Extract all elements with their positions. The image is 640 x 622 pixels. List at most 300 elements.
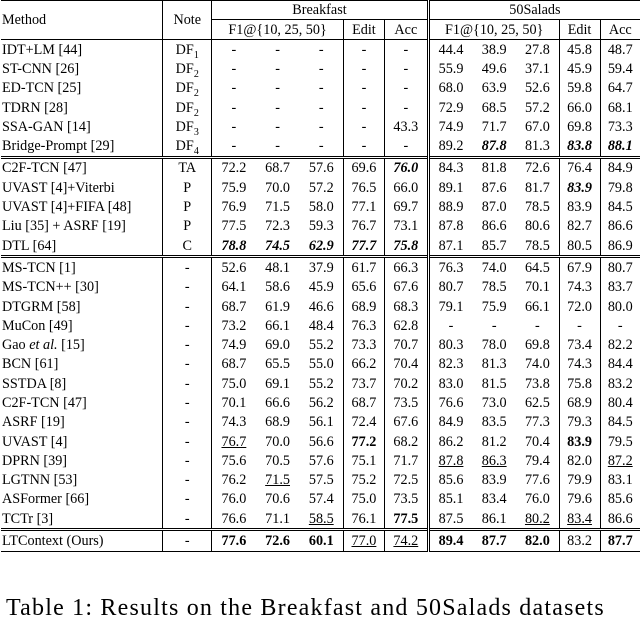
breakfast-cell: 57.6 [300, 157, 344, 178]
salads-cell: 27.8 [516, 40, 559, 60]
note-cell: - [163, 393, 212, 412]
breakfast-cell: 74.2 [384, 530, 428, 551]
breakfast-cell: 56.6 [308, 433, 334, 450]
note-cell: - [163, 335, 212, 354]
breakfast-cell: 71.5 [265, 472, 290, 489]
salads-cell: - [559, 316, 600, 335]
table-row [1, 374, 640, 393]
method-cell: ASFormer [66] [2, 491, 90, 508]
breakfast-cell: 75.6 [212, 451, 256, 470]
breakfast-cell: 75.8 [384, 236, 428, 257]
note-cell: - [163, 451, 212, 470]
method-cell: C2F-TCN [47] [1, 157, 163, 178]
table-row [1, 197, 640, 216]
breakfast-cell: 66.6 [265, 394, 290, 411]
salads-cell: 87.5 [428, 509, 472, 530]
breakfast-cell: - [275, 80, 280, 97]
header-50salads: 50Salads [428, 1, 640, 20]
breakfast-cell: - [343, 136, 384, 157]
method-cell: MuCon [49] [2, 317, 73, 334]
table-row [1, 530, 640, 551]
table-row [1, 157, 640, 178]
salads-cell: 74.0 [472, 257, 516, 278]
method-cell: C2F-TCN [47] [2, 394, 87, 411]
salads-cell: 80.6 [524, 218, 550, 235]
breakfast-cell: 70.0 [265, 179, 290, 196]
salads-cell: 68.1 [600, 98, 640, 117]
table-row [1, 178, 640, 197]
table-row [1, 79, 640, 98]
salads-cell: 74.3 [559, 355, 600, 374]
note-cell: $DF_1$ [163, 40, 212, 60]
breakfast-cell: 77.5 [384, 509, 428, 530]
breakfast-cell: 48.4 [308, 317, 334, 334]
salads-cell: 86.6 [481, 218, 507, 235]
salads-cell: 85.7 [481, 237, 507, 254]
salads-cell: 79.5 [600, 432, 640, 451]
method-cell: ST-CNN [26] [2, 60, 80, 77]
breakfast-cell: - [318, 60, 324, 77]
salads-cell: 69.8 [524, 337, 550, 354]
breakfast-cell: - [318, 99, 324, 116]
note-cell: TA [163, 157, 212, 178]
breakfast-cell: 78.8 [212, 236, 256, 257]
breakfast-cell: 77.7 [343, 236, 384, 257]
breakfast-cell: 72.6 [256, 530, 300, 551]
breakfast-cell: 70.1 [212, 393, 256, 412]
salads-cell: 83.9 [559, 432, 600, 451]
method-cell: TDRN [28] [2, 99, 68, 116]
table-row [1, 257, 640, 278]
breakfast-cell: 75.2 [343, 471, 384, 490]
salads-cell: 59.4 [600, 59, 640, 78]
salads-cell: 80.4 [600, 393, 640, 412]
note-cell: - [163, 278, 212, 297]
breakfast-cell: 61.9 [265, 298, 290, 315]
breakfast-cell: 72.2 [212, 157, 256, 178]
salads-cell: 87.6 [481, 179, 507, 196]
salads-cell: 37.1 [524, 60, 550, 77]
breakfast-cell: 75.1 [343, 451, 384, 470]
breakfast-cell: - [343, 40, 384, 60]
salads-cell: 59.8 [559, 79, 600, 98]
method-cell: ED-TCN [25] [2, 80, 82, 97]
method-cell: IDT+LM [44] [1, 40, 163, 60]
breakfast-cell: - [343, 98, 384, 117]
salads-cell: 63.9 [481, 80, 507, 97]
breakfast-cell: 68.2 [384, 432, 428, 451]
salads-cell: 66.0 [559, 98, 600, 117]
breakfast-cell: - [318, 118, 324, 135]
breakfast-cell: 76.1 [343, 509, 384, 530]
breakfast-cell: 46.6 [308, 298, 334, 315]
breakfast-cell: 67.6 [384, 278, 428, 297]
salads-cell: 55.9 [428, 59, 472, 78]
salads-cell: 80.5 [559, 236, 600, 257]
breakfast-cell: 64.1 [212, 278, 256, 297]
salads-cell: 77.6 [524, 472, 550, 489]
breakfast-cell: - [384, 59, 428, 78]
salads-cell: 80.3 [428, 335, 472, 354]
salads-cell: 80.2 [524, 510, 550, 527]
note-cell: $DF_2$ [163, 59, 212, 78]
salads-cell: 66.1 [524, 298, 550, 315]
salads-cell: 79.6 [559, 490, 600, 509]
breakfast-cell: 76.0 [384, 157, 428, 178]
salads-cell: 79.3 [559, 413, 600, 432]
salads-cell: 83.1 [600, 471, 640, 490]
salads-cell: 83.5 [481, 414, 507, 431]
header-50salads-edit: Edit [559, 20, 600, 40]
breakfast-cell: - [343, 79, 384, 98]
salads-cell: 88.1 [600, 136, 640, 157]
breakfast-cell: 68.7 [212, 297, 256, 316]
breakfast-cell: 76.5 [343, 178, 384, 197]
salads-cell: 49.6 [481, 60, 507, 77]
breakfast-cell: - [275, 118, 280, 135]
breakfast-cell: 62.9 [308, 237, 334, 254]
breakfast-cell: - [343, 59, 384, 78]
breakfast-cell: - [275, 138, 280, 155]
salads-cell: 70.4 [524, 433, 550, 450]
results-table [1, 0, 640, 552]
note-cell: - [163, 257, 212, 278]
salads-cell: 84.4 [600, 355, 640, 374]
note-cell: P [163, 178, 212, 197]
note-cell: - [163, 471, 212, 490]
breakfast-cell: 67.6 [384, 413, 428, 432]
salads-cell: 87.8 [481, 138, 507, 155]
salads-cell: 83.4 [481, 491, 507, 508]
table-row [1, 297, 640, 316]
breakfast-cell: - [318, 80, 324, 97]
salads-cell: 75.9 [481, 298, 507, 315]
salads-cell: 83.9 [559, 178, 600, 197]
method-cell: MS-TCN [1] [1, 257, 163, 278]
salads-cell: 69.8 [559, 117, 600, 136]
header-breakfast: Breakfast [212, 1, 429, 20]
salads-cell: 79.1 [428, 297, 472, 316]
table-row [1, 59, 640, 78]
breakfast-cell: - [212, 59, 256, 78]
table-row [1, 355, 640, 374]
breakfast-cell: 70.0 [265, 433, 290, 450]
salads-cell: 81.7 [524, 179, 550, 196]
salads-cell: 84.5 [600, 413, 640, 432]
breakfast-cell: 37.9 [300, 257, 344, 278]
breakfast-cell: 55.2 [308, 375, 334, 392]
breakfast-cell: 68.9 [343, 297, 384, 316]
breakfast-cell: 75.0 [343, 490, 384, 509]
salads-cell: 86.3 [481, 452, 507, 469]
breakfast-cell: 58.5 [308, 510, 334, 527]
breakfast-cell: 57.4 [308, 491, 334, 508]
salads-cell: 81.8 [472, 157, 516, 178]
method-cell: ASRF [19] [2, 414, 65, 431]
breakfast-cell: - [275, 99, 280, 116]
table-row [1, 490, 640, 509]
breakfast-cell: 73.5 [384, 393, 428, 412]
breakfast-cell: 76.7 [343, 217, 384, 236]
breakfast-cell: 45.9 [308, 279, 334, 296]
breakfast-cell: 75.9 [212, 178, 256, 197]
salads-cell: 81.3 [481, 356, 507, 373]
method-cell: DTGRM [58] [2, 298, 81, 315]
breakfast-cell: 77.0 [343, 530, 384, 551]
breakfast-cell: 73.7 [343, 374, 384, 393]
breakfast-cell: 57.5 [308, 472, 334, 489]
breakfast-cell: - [212, 40, 256, 60]
breakfast-cell: 72.4 [343, 413, 384, 432]
salads-cell: 57.2 [524, 99, 550, 116]
breakfast-cell: 70.7 [384, 335, 428, 354]
breakfast-cell: - [384, 136, 428, 157]
breakfast-cell: 76.7 [212, 432, 256, 451]
method-cell: DPRN [39] [2, 452, 68, 469]
table-row [1, 316, 640, 335]
salads-cell: 85.6 [428, 471, 472, 490]
breakfast-cell: 75.0 [212, 374, 256, 393]
breakfast-cell: 76.3 [343, 316, 384, 335]
note-cell: - [163, 297, 212, 316]
salads-cell: 67.0 [524, 118, 550, 135]
salads-cell: 76.6 [428, 393, 472, 412]
salads-cell: 86.2 [428, 432, 472, 451]
breakfast-cell: 65.5 [265, 356, 290, 373]
salads-cell: 83.2 [559, 530, 600, 551]
breakfast-cell: 59.3 [308, 218, 334, 235]
table-row [1, 471, 640, 490]
note-cell: $DF_2$ [163, 79, 212, 98]
method-cell: UVAST [4]+Viterbi [2, 179, 115, 196]
breakfast-cell: 74.3 [212, 413, 256, 432]
table-caption: Table 1: Results on the Breakfast and 50Salads datasets [6, 595, 605, 621]
breakfast-cell: 60.1 [300, 530, 344, 551]
breakfast-cell: 65.6 [343, 278, 384, 297]
salads-cell: 72.9 [428, 98, 472, 117]
method-cell: Liu [35] + ASRF [19] [2, 218, 126, 235]
salads-cell: 80.7 [600, 257, 640, 278]
salads-cell: 68.5 [481, 99, 507, 116]
breakfast-cell: 48.1 [256, 257, 300, 278]
header-50salads-f1: F1@{10, 25, 50} [428, 20, 559, 40]
salads-cell: 76.4 [559, 157, 600, 178]
breakfast-cell: 69.1 [265, 375, 290, 392]
breakfast-cell: - [300, 40, 344, 60]
salads-cell: 73.8 [524, 375, 550, 392]
salads-cell: 72.6 [516, 157, 559, 178]
salads-cell: 45.9 [559, 59, 600, 78]
salads-cell: 78.5 [524, 199, 550, 216]
breakfast-cell: 76.6 [212, 509, 256, 530]
salads-cell: 86.9 [600, 236, 640, 257]
salads-cell: 87.0 [481, 199, 507, 216]
salads-cell: 77.3 [524, 414, 550, 431]
breakfast-cell: 57.2 [308, 179, 334, 196]
salads-cell: 89.1 [428, 178, 472, 197]
salads-cell: 84.3 [428, 157, 472, 178]
header-method: Method [1, 1, 163, 40]
salads-cell: 86.6 [600, 217, 640, 236]
breakfast-cell: - [212, 79, 256, 98]
breakfast-cell: - [275, 60, 280, 77]
salads-cell: 62.5 [524, 394, 550, 411]
note-cell: $DF_4$ [163, 136, 212, 157]
breakfast-cell: 68.9 [265, 414, 290, 431]
breakfast-cell: 74.5 [265, 237, 290, 254]
salads-cell: 73.0 [481, 394, 507, 411]
salads-cell: 68.9 [559, 393, 600, 412]
salads-cell: 86.6 [600, 509, 640, 530]
breakfast-cell: - [318, 138, 324, 155]
salads-cell: 87.7 [472, 530, 516, 551]
breakfast-cell: 58.0 [308, 199, 334, 216]
salads-cell: 87.2 [600, 451, 640, 470]
breakfast-cell: 77.6 [212, 530, 256, 551]
salads-cell: 83.9 [559, 197, 600, 216]
breakfast-cell: 77.5 [212, 217, 256, 236]
breakfast-cell: 70.5 [265, 452, 290, 469]
breakfast-cell: 72.3 [265, 218, 290, 235]
salads-cell: 48.7 [600, 40, 640, 60]
table-row [1, 393, 640, 412]
salads-cell: 83.0 [428, 374, 472, 393]
salads-cell: 52.6 [524, 80, 550, 97]
salads-cell: 83.8 [559, 136, 600, 157]
salads-cell: 80.7 [428, 278, 472, 297]
note-cell: - [163, 374, 212, 393]
breakfast-cell: - [212, 98, 256, 117]
header-breakfast-edit: Edit [343, 20, 384, 40]
breakfast-cell: 77.2 [343, 432, 384, 451]
breakfast-cell: 56.2 [308, 394, 334, 411]
breakfast-cell: 68.7 [212, 355, 256, 374]
note-cell: - [163, 509, 212, 530]
table-row [1, 451, 640, 470]
salads-cell: 81.5 [481, 375, 507, 392]
salads-cell: 83.2 [600, 374, 640, 393]
salads-cell: 76.3 [428, 257, 472, 278]
salads-cell: - [535, 317, 540, 334]
table-row [1, 117, 640, 136]
salads-cell: 74.0 [524, 356, 550, 373]
note-cell: - [163, 432, 212, 451]
method-cell: LGTNN [53] [2, 472, 78, 489]
breakfast-cell: 70.2 [384, 374, 428, 393]
salads-cell: 38.9 [472, 40, 516, 60]
salads-cell: - [600, 316, 640, 335]
breakfast-cell: 68.7 [343, 393, 384, 412]
salads-cell: 87.7 [600, 530, 640, 551]
breakfast-cell: 69.6 [343, 157, 384, 178]
salads-cell: 87.8 [428, 451, 472, 470]
method-cell: UVAST [4]+FIFA [48] [2, 199, 132, 216]
table-row [1, 98, 640, 117]
header-breakfast-f1: F1@{10, 25, 50} [212, 20, 344, 40]
salads-cell: 71.7 [481, 118, 507, 135]
breakfast-cell: 76.0 [212, 490, 256, 509]
method-cell: TCTr [3] [2, 510, 54, 527]
salads-cell: 79.4 [524, 452, 550, 469]
salads-cell: 45.8 [559, 40, 600, 60]
salads-cell: 84.9 [428, 413, 472, 432]
breakfast-cell: 43.3 [384, 117, 428, 136]
salads-cell: 64.7 [600, 79, 640, 98]
breakfast-cell: 69.7 [384, 197, 428, 216]
table-row [1, 509, 640, 530]
header-note: Note [163, 1, 212, 40]
note-cell: $DF_2$ [163, 98, 212, 117]
salads-cell: 78.5 [481, 279, 507, 296]
salads-cell: 74.9 [428, 117, 472, 136]
salads-cell: 84.9 [600, 157, 640, 178]
breakfast-cell: 73.2 [212, 316, 256, 335]
method-cell: MS-TCN++ [30] [2, 279, 99, 296]
salads-cell: 68.0 [428, 79, 472, 98]
breakfast-cell: 55.2 [308, 337, 334, 354]
header-row-1 [1, 1, 640, 20]
table-row [1, 335, 640, 354]
breakfast-cell: 70.4 [384, 355, 428, 374]
breakfast-cell: 55.0 [308, 356, 334, 373]
method-cell: SSA-GAN [14] [2, 118, 91, 135]
breakfast-cell: 73.3 [343, 335, 384, 354]
method-cell: BCN [61] [2, 356, 59, 373]
salads-cell: 89.2 [428, 136, 472, 157]
note-cell: - [163, 316, 212, 335]
salads-cell: - [428, 316, 472, 335]
breakfast-cell: 66.1 [265, 317, 290, 334]
breakfast-cell: 61.7 [343, 257, 384, 278]
breakfast-cell: 57.6 [308, 452, 334, 469]
salads-cell: 81.2 [481, 433, 507, 450]
table-row [1, 278, 640, 297]
breakfast-cell: 58.6 [265, 279, 290, 296]
note-cell: C [163, 236, 212, 257]
salads-cell: 83.7 [600, 278, 640, 297]
salads-cell: 67.9 [559, 257, 600, 278]
salads-cell: 82.7 [559, 217, 600, 236]
salads-cell: 70.1 [524, 279, 550, 296]
breakfast-cell: 71.7 [384, 451, 428, 470]
breakfast-cell: - [343, 117, 384, 136]
salads-cell: 79.9 [559, 471, 600, 490]
salads-cell: 74.3 [559, 278, 600, 297]
salads-cell: 84.5 [600, 197, 640, 216]
table-row [1, 236, 640, 257]
salads-cell: 80.0 [600, 297, 640, 316]
breakfast-cell: 69.0 [265, 337, 290, 354]
table-row [1, 413, 640, 432]
salads-cell: 76.0 [524, 491, 550, 508]
salads-cell: 81.3 [524, 138, 550, 155]
salads-cell: - [491, 317, 497, 334]
breakfast-cell: 70.6 [265, 491, 290, 508]
salads-cell: 73.4 [559, 335, 600, 354]
salads-cell: 78.0 [481, 337, 507, 354]
salads-cell: 64.5 [516, 257, 559, 278]
breakfast-cell: 73.1 [384, 217, 428, 236]
salads-cell: 82.0 [516, 530, 559, 551]
method-cell: UVAST [4] [2, 433, 68, 450]
salads-cell: 78.5 [524, 237, 550, 254]
breakfast-cell: 74.9 [212, 335, 256, 354]
breakfast-cell: 66.3 [384, 257, 428, 278]
salads-cell: 83.4 [559, 509, 600, 530]
breakfast-cell: 72.5 [384, 471, 428, 490]
salads-cell: 82.3 [428, 355, 472, 374]
salads-cell: 85.6 [600, 490, 640, 509]
